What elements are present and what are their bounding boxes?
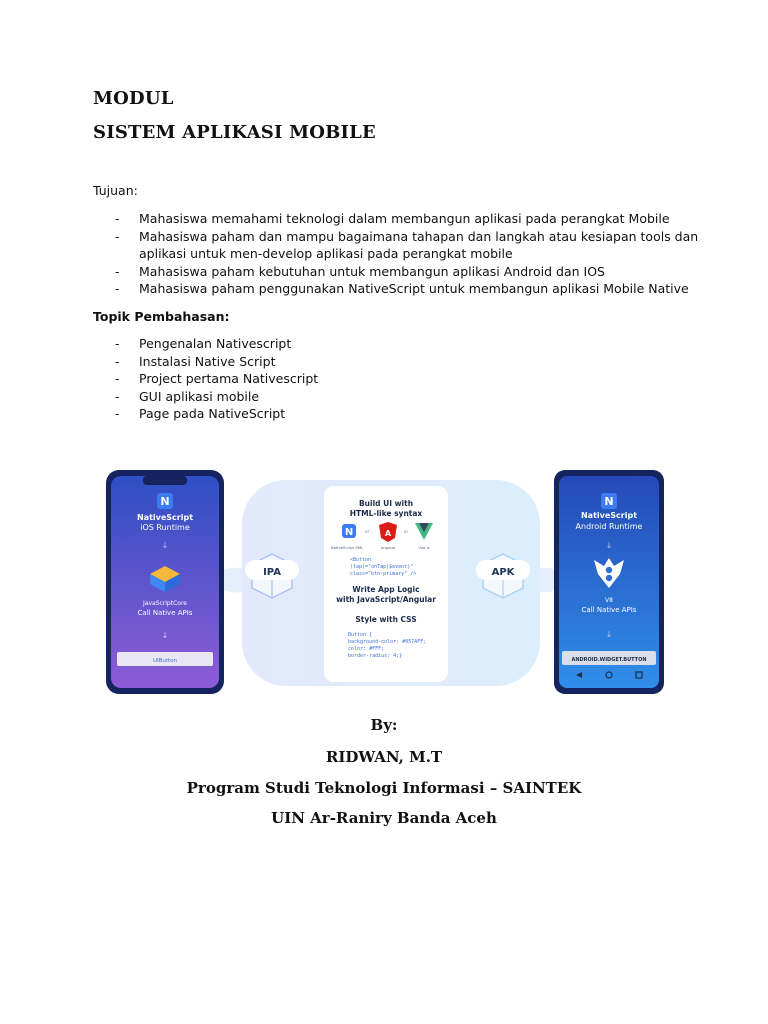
ios-call-label: Call Native APIs: [137, 609, 193, 617]
android-brand: NativeScript: [580, 511, 638, 520]
document-title: SISTEM APLIKASI MOBILE: [93, 122, 376, 143]
arrow-down-icon: ↓: [605, 541, 613, 550]
author-name: RIDWAN, M.T: [325, 748, 443, 766]
android-phone: [554, 470, 664, 694]
ios-phone: [106, 470, 224, 694]
or-text: or: [403, 530, 409, 535]
list-item: - GUI aplikasi mobile: [93, 388, 318, 406]
list-item: - Project pertama Nativescript: [93, 370, 318, 388]
android-button-label: ANDROID.WIDGET.BUTTON: [571, 657, 647, 663]
svg-text:N: N: [160, 495, 170, 508]
build-ui-title: Build UI with: [358, 499, 414, 508]
list-item: - Mahasiswa paham penggunakan NativeScript untuk membangun aplikasi Mobile Native: [93, 280, 698, 298]
nativescript-architecture-figure: [100, 462, 668, 708]
list-item-continuation: aplikasi untuk men-develop aplikasi pada perangkat mobile: [139, 246, 513, 262]
code-line: <Button: [350, 557, 372, 563]
arrow-down-icon: ↓: [161, 631, 169, 640]
code-line: class="btn-primary" />: [350, 571, 417, 577]
byline-label: By:: [370, 716, 398, 734]
ios-engine-label: JavaScriptCore: [143, 600, 187, 607]
tujuan-list: [93, 210, 698, 298]
apk-label: APK: [491, 567, 515, 578]
module-label: MODUL: [93, 88, 174, 109]
list-item: - Pengenalan Nativescript: [93, 335, 318, 353]
or-text: or: [364, 530, 370, 535]
ipa-label: IPA: [263, 567, 281, 578]
university-name: UIN Ar-Raniry Banda Aceh: [271, 809, 497, 827]
app-logic-subtitle: with JavaScript/Angular: [336, 595, 436, 604]
arrow-down-icon: ↓: [605, 630, 613, 639]
arrow-down-icon: ↓: [161, 541, 169, 550]
code-line: background-color: #057AFF;: [348, 639, 427, 645]
android-call-label: Call Native APIs: [581, 606, 637, 614]
topik-list: [93, 335, 318, 423]
framework-label: Vue.js: [418, 545, 430, 550]
ios-button-label: UIButton: [152, 658, 178, 664]
topik-label: Topik Pembahasan:: [93, 309, 230, 324]
code-line: border-radius: 4;}: [348, 653, 403, 659]
list-item: - Mahasiswa memahami teknologi dalam membangun aplikasi pada perangkat Mobile: [93, 210, 698, 228]
ios-runtime-label: iOS Runtime: [140, 523, 190, 532]
tujuan-label: Tujuan:: [93, 183, 138, 198]
style-css-title: Style with CSS: [355, 615, 417, 624]
nativescript-logo-letter: N: [344, 527, 354, 538]
android-engine-label: V8: [605, 597, 613, 604]
app-logic-title: Write App Logic: [352, 585, 420, 594]
android-runtime-label: Android Runtime: [575, 522, 643, 531]
list-item: - Mahasiswa paham dan mampu bagaimana tahapan dan langkah atau kesiapan tools dan: [93, 228, 698, 246]
code-line: color: #FFF;: [348, 646, 385, 652]
phone-notch: [143, 476, 187, 485]
code-line: (tap)="onTap($event)": [350, 564, 414, 570]
list-item: - Mahasiswa paham kebutuhan untuk membangun aplikasi Android dan IOS: [93, 263, 698, 281]
svg-text:N: N: [604, 495, 614, 508]
framework-label: Angular: [380, 545, 396, 550]
build-ui-subtitle: HTML-like syntax: [349, 509, 423, 518]
list-item: - Instalasi Native Script: [93, 353, 318, 371]
framework-label: NativeScript XML: [330, 545, 364, 550]
list-item: - Page pada NativeScript: [93, 405, 318, 423]
code-line: Button {: [348, 632, 373, 638]
angular-logo-letter: A: [384, 529, 392, 538]
ios-brand: NativeScript: [136, 513, 194, 522]
program-name: Program Studi Teknologi Informasi – SAINTEK: [186, 779, 582, 797]
